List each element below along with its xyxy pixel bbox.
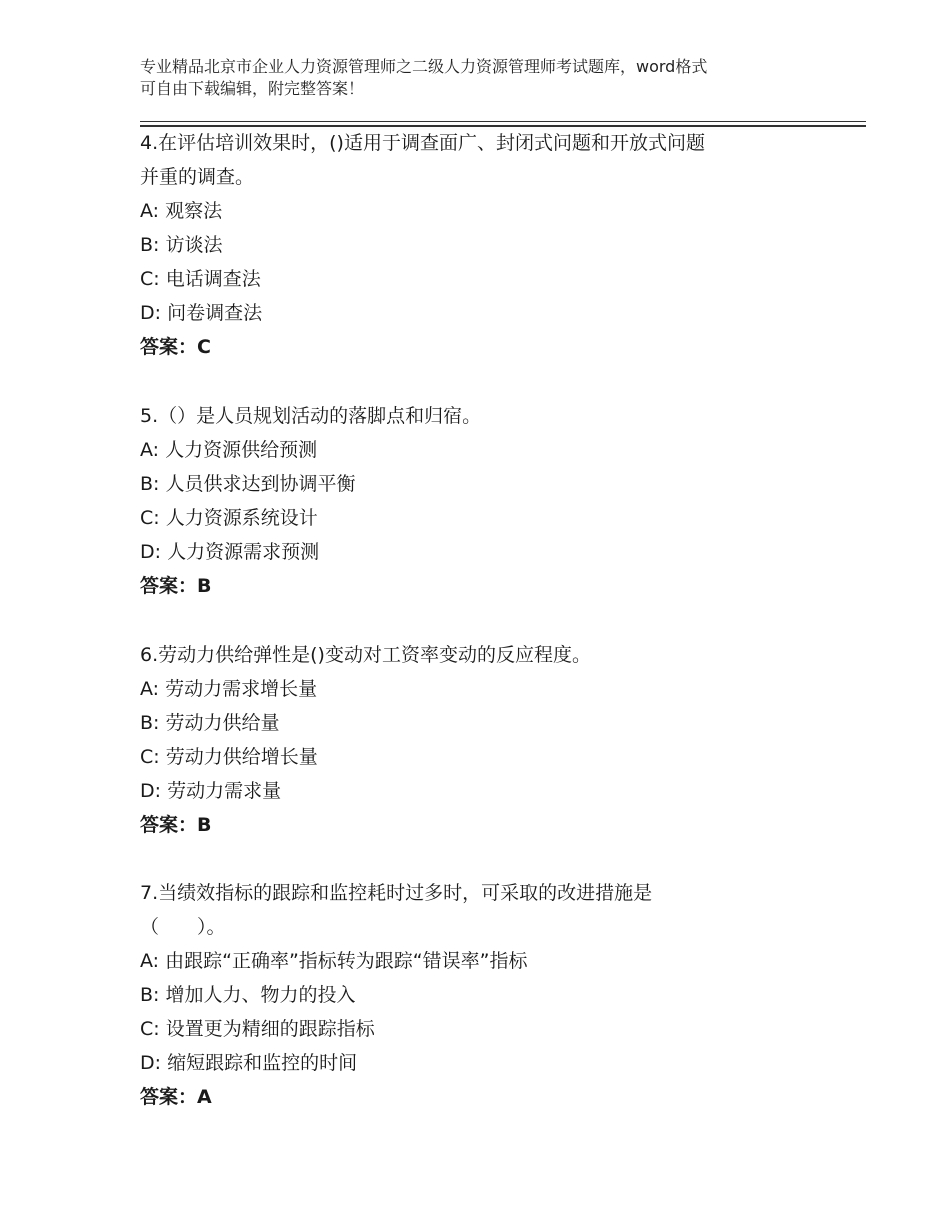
option-c: C: 设置更为精细的跟踪指标 — [140, 1018, 375, 1040]
answer: 答案：C — [140, 336, 211, 358]
answer: 答案：B — [140, 814, 212, 836]
question-stem-line: 4.在评估培训效果时，()适用于调查面广、封闭式问题和开放式问题 — [140, 132, 705, 154]
question-stem-line: 5.（）是人员规划活动的落脚点和归宿。 — [140, 405, 482, 427]
option-c: C: 劳动力供给增长量 — [140, 746, 318, 768]
header-line-2: 可自由下载编辑，附完整答案！ — [140, 79, 365, 98]
header-divider-thin — [140, 121, 866, 122]
option-b: B: 劳动力供给量 — [140, 712, 280, 734]
option-a: A: 劳动力需求增长量 — [140, 678, 318, 700]
option-b: B: 访谈法 — [140, 234, 223, 256]
question-stem-line: 并重的调查。 — [140, 166, 255, 188]
option-b: B: 人员供求达到协调平衡 — [140, 473, 356, 495]
option-d: D: 劳动力需求量 — [140, 780, 282, 802]
option-b: B: 增加人力、物力的投入 — [140, 984, 356, 1006]
question-stem-line: 6.劳动力供给弹性是()变动对工资率变动的反应程度。 — [140, 644, 591, 666]
question-6 — [140, 638, 820, 842]
option-d: D: 问卷调查法 — [140, 302, 263, 324]
header-line-1: 专业精品北京市企业人力资源管理师之二级人力资源管理师考试题库，word格式 — [140, 57, 708, 76]
option-a: A: 人力资源供给预测 — [140, 439, 318, 461]
option-c: C: 电话调查法 — [140, 268, 261, 290]
option-d: D: 人力资源需求预测 — [140, 541, 320, 563]
question-5 — [140, 399, 820, 603]
question-stem-line: （ ）。 — [140, 916, 226, 938]
answer: 答案：A — [140, 1086, 212, 1108]
question-7 — [140, 876, 820, 1114]
document-header — [140, 56, 840, 100]
question-stem-line: 7.当绩效指标的跟踪和监控耗时过多时，可采取的改进措施是 — [140, 882, 653, 904]
option-a: A: 观察法 — [140, 200, 223, 222]
option-c: C: 人力资源系统设计 — [140, 507, 318, 529]
option-d: D: 缩短跟踪和监控的时间 — [140, 1052, 358, 1074]
answer: 答案：B — [140, 575, 212, 597]
option-a: A: 由跟踪“正确率”指标转为跟踪“错误率”指标 — [140, 950, 528, 972]
question-4 — [140, 126, 820, 364]
